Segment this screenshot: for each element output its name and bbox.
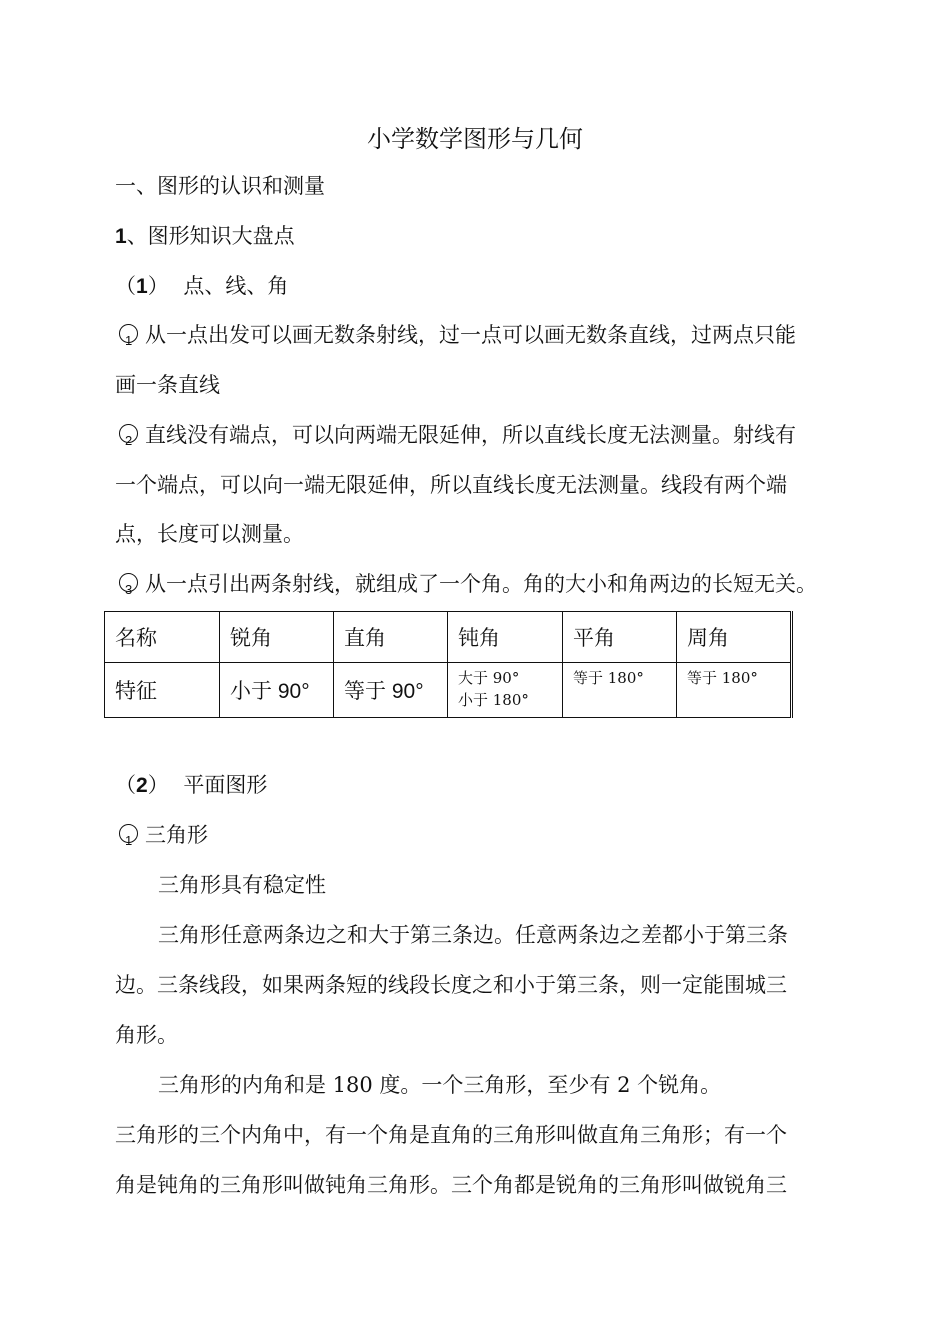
triangle-line-4: 角形。 [115,1023,178,1047]
triangle-line-1: 三角形具有稳定性 [158,873,326,897]
page-title: 小学数学图形与几何 [367,125,583,153]
item-2-text: 直线没有端点，可以向两端无限延伸，所以直线长度无法测量。射线有 [145,423,796,447]
table-row [105,663,792,718]
item-3-line-1 [115,570,817,598]
obtuse-line-2: 小于 180° [458,691,529,709]
table-header-row [105,612,792,663]
item-1-line-2: 画一条直线 [115,373,220,397]
table-header-cell: 锐角 [220,612,334,663]
table-header-cell: 名称 [105,612,220,663]
part-number: 1 [136,275,148,298]
part-heading-1 [115,272,288,301]
triangle-line-3: 边。三条线段，如果两条短的线段长度之和小于第三条，则一定能围城三 [115,973,787,997]
table-header-cell: 周角 [677,612,792,663]
part-text: 平面图形 [183,773,268,797]
circled-number-icon: 1 [115,321,145,349]
table-cell-obtuse [448,663,563,718]
paren-open: （ [115,274,136,298]
circled-number-icon: 2 [115,421,145,449]
table-header-cell: 直角 [334,612,448,663]
item-2-line-2: 一个端点，可以向一端无限延伸，所以直线长度无法测量。线段有两个端 [115,473,787,497]
subsection-number: 1 [115,225,127,248]
triangle-item-text: 三角形 [145,823,208,847]
paren-open: （ [115,773,136,797]
section-heading: 一、图形的认识和测量 [115,174,325,198]
table-cell-acute: 小于 90° [220,663,334,718]
subsection-heading [115,222,295,251]
triangle-item [115,821,208,849]
paren-close: ） [147,773,169,797]
table-cell-full: 等于 180° [677,663,792,718]
item-3-text: 从一点引出两条射线，就组成了一个角。角的大小和角两边的长短无关。 [145,572,817,596]
item-2-line-3: 点，长度可以测量。 [115,522,304,546]
triangle-line-6: 三角形的三个内角中，有一个角是直角的三角形叫做直角三角形；有一个 [115,1123,787,1147]
part-heading-2 [115,771,267,800]
part-text: 点、线、角 [183,274,289,298]
circled-number-icon: 3 [115,570,145,598]
paren-close: ） [147,274,169,298]
item-1-text: 从一点出发可以画无数条射线，过一点可以画无数条直线，过两点只能 [145,323,796,347]
table-cell-straight: 等于 180° [563,663,677,718]
obtuse-line-1: 大于 90° [458,669,520,687]
table-header-cell: 钝角 [448,612,563,663]
part-number: 2 [136,774,148,797]
triangle-line-7: 角是钝角的三角形叫做钝角三角形。三个角都是锐角的三角形叫做锐角三 [115,1173,787,1197]
triangle-line-5: 三角形的内角和是 180 度。一个三角形，至少有 2 个锐角。 [158,1073,722,1097]
angle-table [104,611,793,718]
item-2-line-1 [115,421,796,449]
circled-number-icon: 1 [115,821,145,849]
table-cell-right: 等于 90° [334,663,448,718]
table-row-label: 特征 [105,663,220,718]
table-header-cell: 平角 [563,612,677,663]
item-1-line-1 [115,321,796,349]
triangle-line-2: 三角形任意两条边之和大于第三条边。任意两条边之差都小于第三条 [158,923,788,947]
subsection-text: 、图形知识大盘点 [126,224,295,248]
